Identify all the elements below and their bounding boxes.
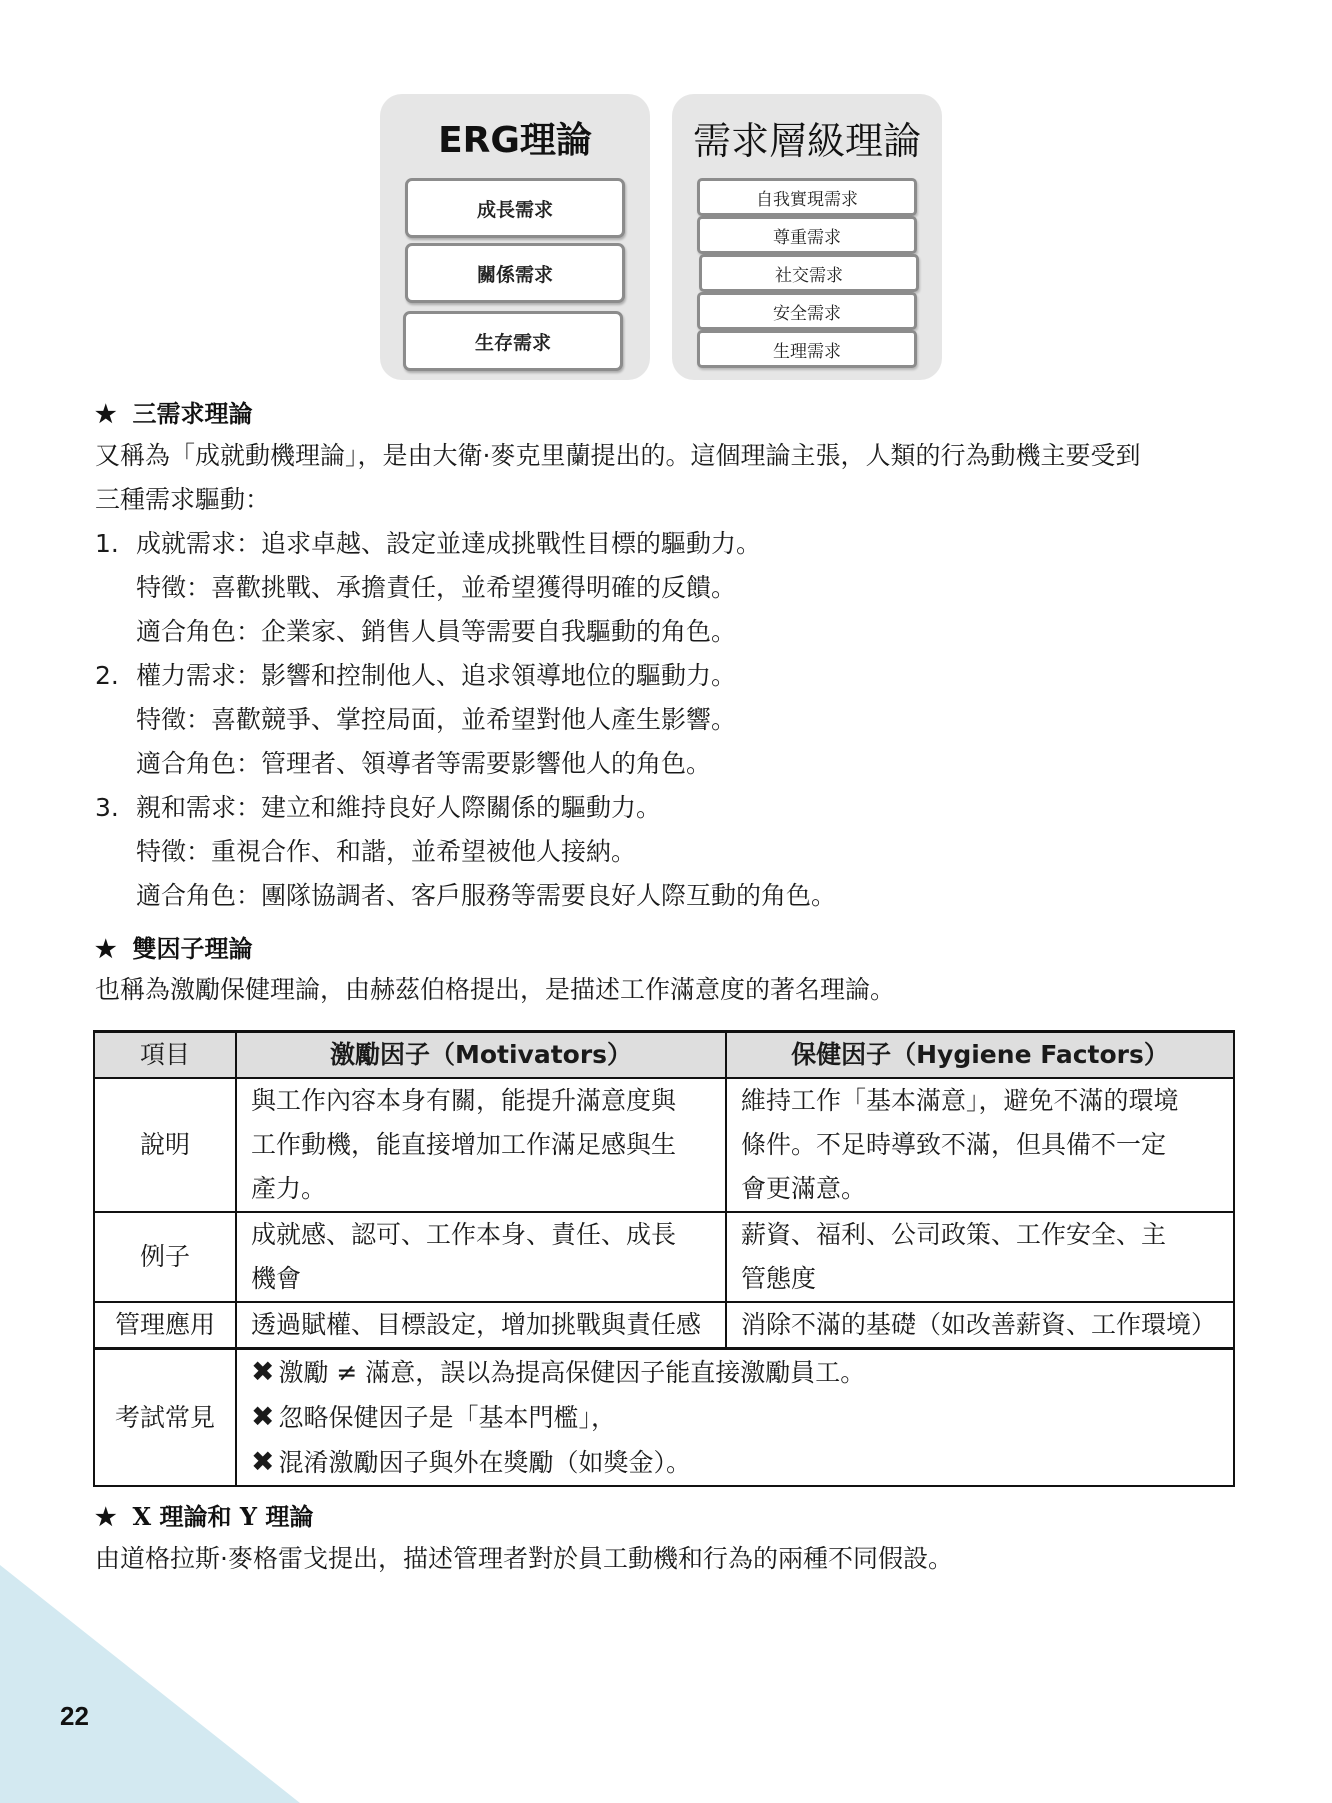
section-heading-text: X 理論和 Y 理論 xyxy=(132,1502,314,1531)
header-motivators: 激勵因子（Motivators） xyxy=(236,1032,726,1079)
maslow-title: 需求層級理論 xyxy=(692,119,921,163)
exam-line xyxy=(251,1350,1219,1395)
cell-exam xyxy=(236,1349,1234,1487)
two-factor-table xyxy=(93,1030,1235,1487)
row-label: 管理應用 xyxy=(94,1302,236,1349)
list-item-title: 親和需求：建立和維持良好人際關係的驅動力。 xyxy=(136,793,662,822)
maslow-panel xyxy=(672,94,942,380)
cell-line: 條件。不足時導致不滿，但具備不一定 xyxy=(741,1130,1167,1159)
maslow-level-self-actualization: 自我實現需求 xyxy=(697,178,917,216)
cell-line: 成就感、認可、工作本身、責任、成長 xyxy=(251,1220,677,1249)
star-icon: ★ xyxy=(95,399,117,428)
cell-line: 薪資、福利、公司政策、工作安全、主 xyxy=(741,1220,1167,1249)
table-row xyxy=(94,1212,1234,1302)
maslow-level-physiological: 生理需求 xyxy=(697,330,917,368)
header-item: 項目 xyxy=(94,1032,236,1079)
list-item-role: 適合角色：企業家、銷售人員等需要自我驅動的角色。 xyxy=(136,617,737,646)
header-hygiene: 保健因子（Hygiene Factors） xyxy=(726,1032,1234,1079)
cell-line: 與工作內容本身有關，能提升滿意度與 xyxy=(251,1086,677,1115)
exam-line xyxy=(251,1395,1219,1440)
list-item-trait: 特徵：喜歡挑戰、承擔責任，並希望獲得明確的反饋。 xyxy=(136,573,737,602)
cell-hygiene xyxy=(726,1302,1234,1349)
section-heading-two-factor xyxy=(95,929,253,964)
table-row xyxy=(94,1349,1234,1487)
erg-level-existence: 生存需求 xyxy=(403,311,623,371)
maslow-level-safety: 安全需求 xyxy=(697,292,917,330)
exam-line xyxy=(251,1440,1219,1485)
cell-motivators xyxy=(236,1212,726,1302)
cell-line: 工作動機，能直接增加工作滿足感與生 xyxy=(251,1130,677,1159)
intro-line: 由道格拉斯·麥格雷戈提出，描述管理者對於員工動機和行為的兩種不同假設。 xyxy=(95,1544,953,1573)
row-label: 考試常見 xyxy=(94,1349,236,1487)
erg-level-growth: 成長需求 xyxy=(405,178,625,238)
exam-text: 激勵 ≠ 滿意，誤以為提高保健因子能直接激勵員工。 xyxy=(278,1358,866,1387)
cell-line: 會更滿意。 xyxy=(741,1174,867,1203)
exam-text: 混淆激勵因子與外在獎勵（如獎金）。 xyxy=(278,1448,691,1477)
section-heading-text: 三需求理論 xyxy=(132,399,253,428)
erg-title: ERG理論 xyxy=(438,120,592,161)
section-heading-xy-theory xyxy=(95,1497,313,1532)
cell-line: 維持工作「基本滿意」，避免不滿的環境 xyxy=(741,1086,1179,1115)
cell-hygiene xyxy=(726,1078,1234,1212)
section-heading-three-needs xyxy=(95,394,253,429)
table-header-row xyxy=(94,1032,1234,1079)
intro-line: 也稱為激勵保健理論，由赫茲伯格提出，是描述工作滿意度的著名理論。 xyxy=(95,975,896,1004)
erg-panel xyxy=(380,94,650,380)
maslow-level-social: 社交需求 xyxy=(699,254,919,292)
row-label: 說明 xyxy=(94,1078,236,1212)
cell-line: 產力。 xyxy=(251,1174,327,1203)
cell-motivators xyxy=(236,1302,726,1349)
section-heading-text: 雙因子理論 xyxy=(132,934,253,963)
list-item-trait: 特徵：喜歡競爭、掌控局面，並希望對他人產生影響。 xyxy=(136,705,737,734)
list-item-trait: 特徵：重視合作、和諧，並希望被他人接納。 xyxy=(136,837,637,866)
cross-icon: ✖ xyxy=(251,1400,275,1433)
intro-line: 三種需求驅動： xyxy=(95,485,271,514)
list-item-title: 權力需求：影響和控制他人、追求領導地位的驅動力。 xyxy=(136,661,737,690)
table-row xyxy=(94,1078,1234,1212)
cross-icon: ✖ xyxy=(251,1445,275,1478)
cell-motivators xyxy=(236,1078,726,1212)
list-item-role: 適合角色：團隊協調者、客戶服務等需要良好人際互動的角色。 xyxy=(136,881,837,910)
cross-icon: ✖ xyxy=(251,1355,275,1388)
cell-hygiene xyxy=(726,1212,1234,1302)
list-number: 1. xyxy=(95,529,119,558)
exam-text: 忽略保健因子是「基本門檻」， xyxy=(278,1403,616,1432)
list-item-title: 成就需求：追求卓越、設定並達成挑戰性目標的驅動力。 xyxy=(136,529,762,558)
list-number: 3. xyxy=(95,793,119,822)
erg-level-relatedness: 關係需求 xyxy=(405,243,625,303)
intro-line: 又稱為「成就動機理論」，是由大衛·麥克里蘭提出的。這個理論主張，人類的行為動機主要受到 xyxy=(95,441,1141,470)
cell-line: 機會 xyxy=(251,1264,302,1293)
page-number: 22 xyxy=(60,1701,89,1731)
star-icon: ★ xyxy=(95,1502,117,1531)
row-label: 例子 xyxy=(94,1212,236,1302)
list-item-role: 適合角色：管理者、領導者等需要影響他人的角色。 xyxy=(136,749,712,778)
maslow-level-esteem: 尊重需求 xyxy=(697,216,917,254)
list-number: 2. xyxy=(95,661,119,690)
table-row xyxy=(94,1302,1234,1349)
cell-line: 消除不滿的基礎（如改善薪資、工作環境） xyxy=(741,1310,1217,1339)
star-icon: ★ xyxy=(95,934,117,963)
cell-line: 透過賦權、目標設定，增加挑戰與責任感 xyxy=(251,1310,702,1339)
cell-line: 管態度 xyxy=(741,1264,817,1293)
